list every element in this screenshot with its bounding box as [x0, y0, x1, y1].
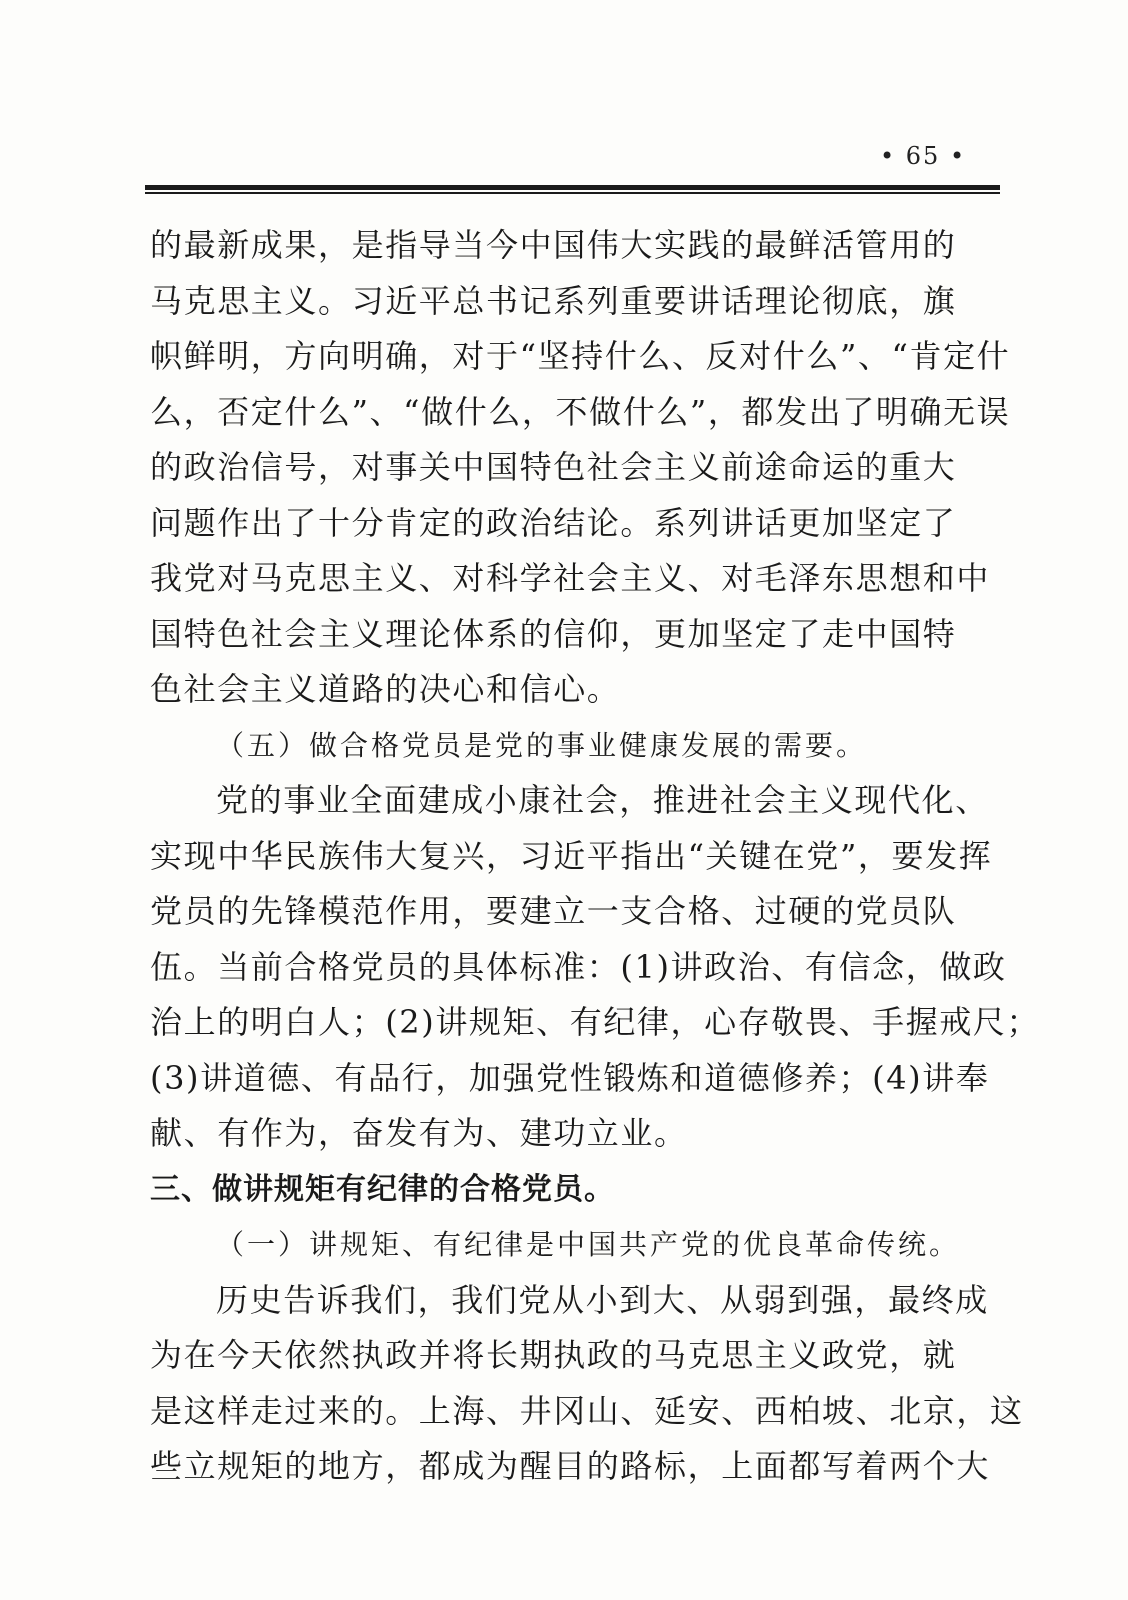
text-line: (3)讲道德、有品行，加强党性锻炼和道德修养；(4)讲奉	[150, 1058, 990, 1097]
text-line: 帜鲜明，方向明确，对于“坚持什么、反对什么”、“肯定什	[150, 337, 1011, 375]
text-line: 是这样走过来的。上海、井冈山、延安、西柏坡、北京，这	[150, 1391, 1024, 1430]
header-rule-thin	[145, 192, 1000, 194]
text-line: 党员的先锋模范作用，要建立一支合格、过硬的党员队	[150, 892, 957, 930]
text-line: 伍。当前合格党员的具体标准：(1)讲政治、有信念，做政	[150, 947, 1007, 986]
text-line: 党的事业全面建成小康社会，推进社会主义现代化、	[216, 781, 989, 819]
subsection-heading-1: （一）讲规矩、有纪律是中国共产党的优良革命传统。	[216, 1228, 961, 1261]
header-rule-thick	[145, 185, 1000, 190]
text-line: 的政治信号，对事关中国特色社会主义前途命运的重大	[150, 448, 957, 486]
text-line: 献、有作为，奋发有为、建功立业。	[150, 1114, 688, 1152]
text-line: 为在今天依然执政并将长期执政的马克思主义政党，就	[150, 1336, 957, 1374]
text-line: 问题作出了十分肯定的政治结论。系列讲话更加坚定了	[150, 503, 957, 542]
subsection-heading-5: （五）做合格党员是党的事业健康发展的需要。	[216, 728, 868, 762]
text-line: 我党对马克思主义、对科学社会主义、对毛泽东思想和中	[150, 559, 991, 597]
text-line: 历史告诉我们，我们党从小到大、从弱到强，最终成	[216, 1280, 989, 1319]
text-line: 些立规矩的地方，都成为醒目的路标，上面都写着两个大	[150, 1447, 991, 1485]
text-line: 实现中华民族伟大复兴，习近平指出“关键在党”，要发挥	[150, 836, 993, 875]
text-line: 么，否定什么”、“做什么，不做什么”，都发出了明确无误	[150, 392, 1011, 431]
text-line: 国特色社会主义理论体系的信仰，更加坚定了走中国特	[150, 614, 957, 653]
section-heading-3: 三、做讲规矩有纪律的合格党员。	[150, 1171, 615, 1207]
text-line: 的最新成果，是指导当今中国伟大实践的最鲜活管用的	[150, 226, 957, 264]
body-text	[150, 218, 1041, 1495]
page-number: • 65 •	[880, 142, 967, 170]
text-line: 色社会主义道路的决心和信心。	[150, 670, 621, 708]
text-line: 马克思主义。习近平总书记系列重要讲话理论彻底，旗	[150, 281, 957, 320]
text-line: 治上的明白人；(2)讲规矩、有纪律，心存敬畏、手握戒尺；	[150, 1003, 1041, 1041]
